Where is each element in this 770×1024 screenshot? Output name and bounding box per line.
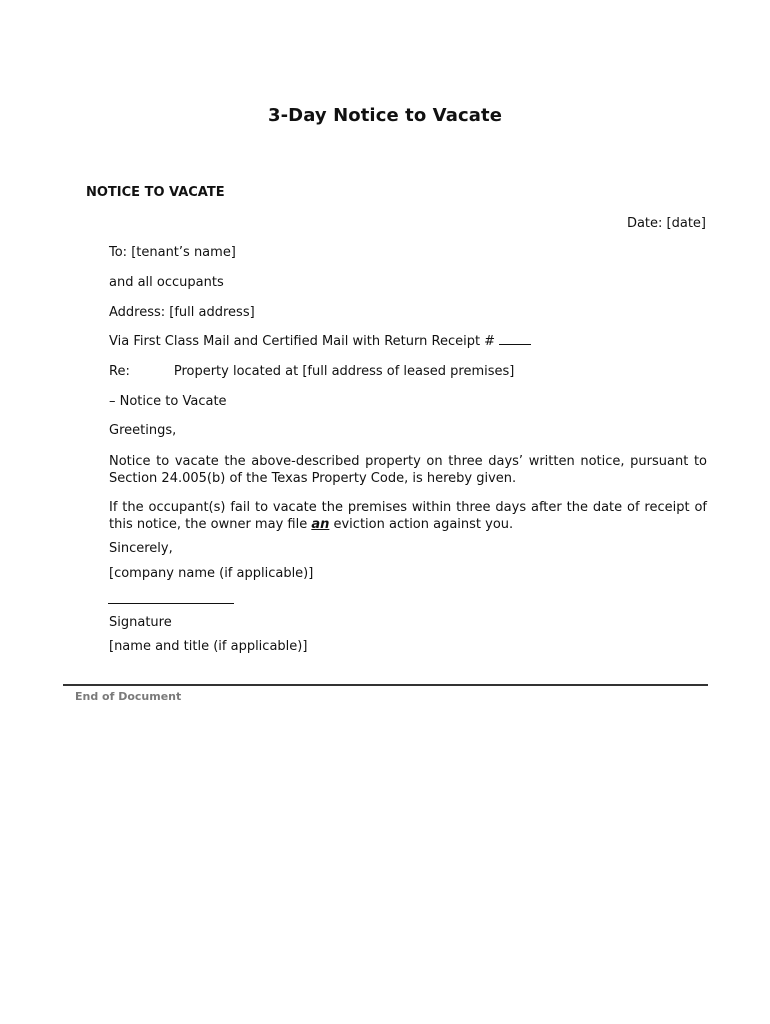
re-property-text: Property located at [full address of leased premises] [173, 364, 515, 379]
emphasized-word: an [311, 517, 330, 532]
eviction-paragraph-start: If the occupant(s) fail to vacate the premises within three days after the date of receipt of this notice, the owner may file [109, 500, 707, 532]
greeting: Greetings, [109, 423, 177, 438]
receipt-number-blank [499, 334, 531, 345]
eviction-paragraph-end: eviction action against you. [329, 517, 514, 532]
occupants-line: and all occupants [109, 275, 224, 290]
re-line [109, 364, 514, 379]
document-title: 3-Day Notice to Vacate [267, 105, 503, 126]
signature-line [108, 603, 234, 604]
notice-heading: NOTICE TO VACATE [86, 185, 225, 200]
name-and-title: [name and title (if applicable)] [109, 639, 308, 654]
signature-label: Signature [109, 615, 172, 630]
notice-paragraph: Notice to vacate the above-described property on three days’ written notice, pursuant to Section 24.005(b) of the Texas Property Code, is hereby given. [109, 454, 707, 486]
recipient-line: To: [tenant’s name] [109, 245, 236, 260]
closing: Sincerely, [109, 541, 173, 556]
delivery-method-text: Via First Class Mail and Certified Mail with Return Receipt # [109, 334, 496, 349]
date-line: Date: [date] [626, 216, 706, 231]
eviction-paragraph [109, 499, 707, 533]
end-divider [63, 684, 708, 686]
delivery-method-line [109, 334, 531, 349]
subject-line: – Notice to Vacate [109, 394, 227, 409]
address-line: Address: [full address] [109, 305, 255, 320]
end-of-document-label: End of Document [75, 690, 182, 703]
company-name: [company name (if applicable)] [109, 566, 314, 581]
re-label: Re: [109, 364, 130, 379]
